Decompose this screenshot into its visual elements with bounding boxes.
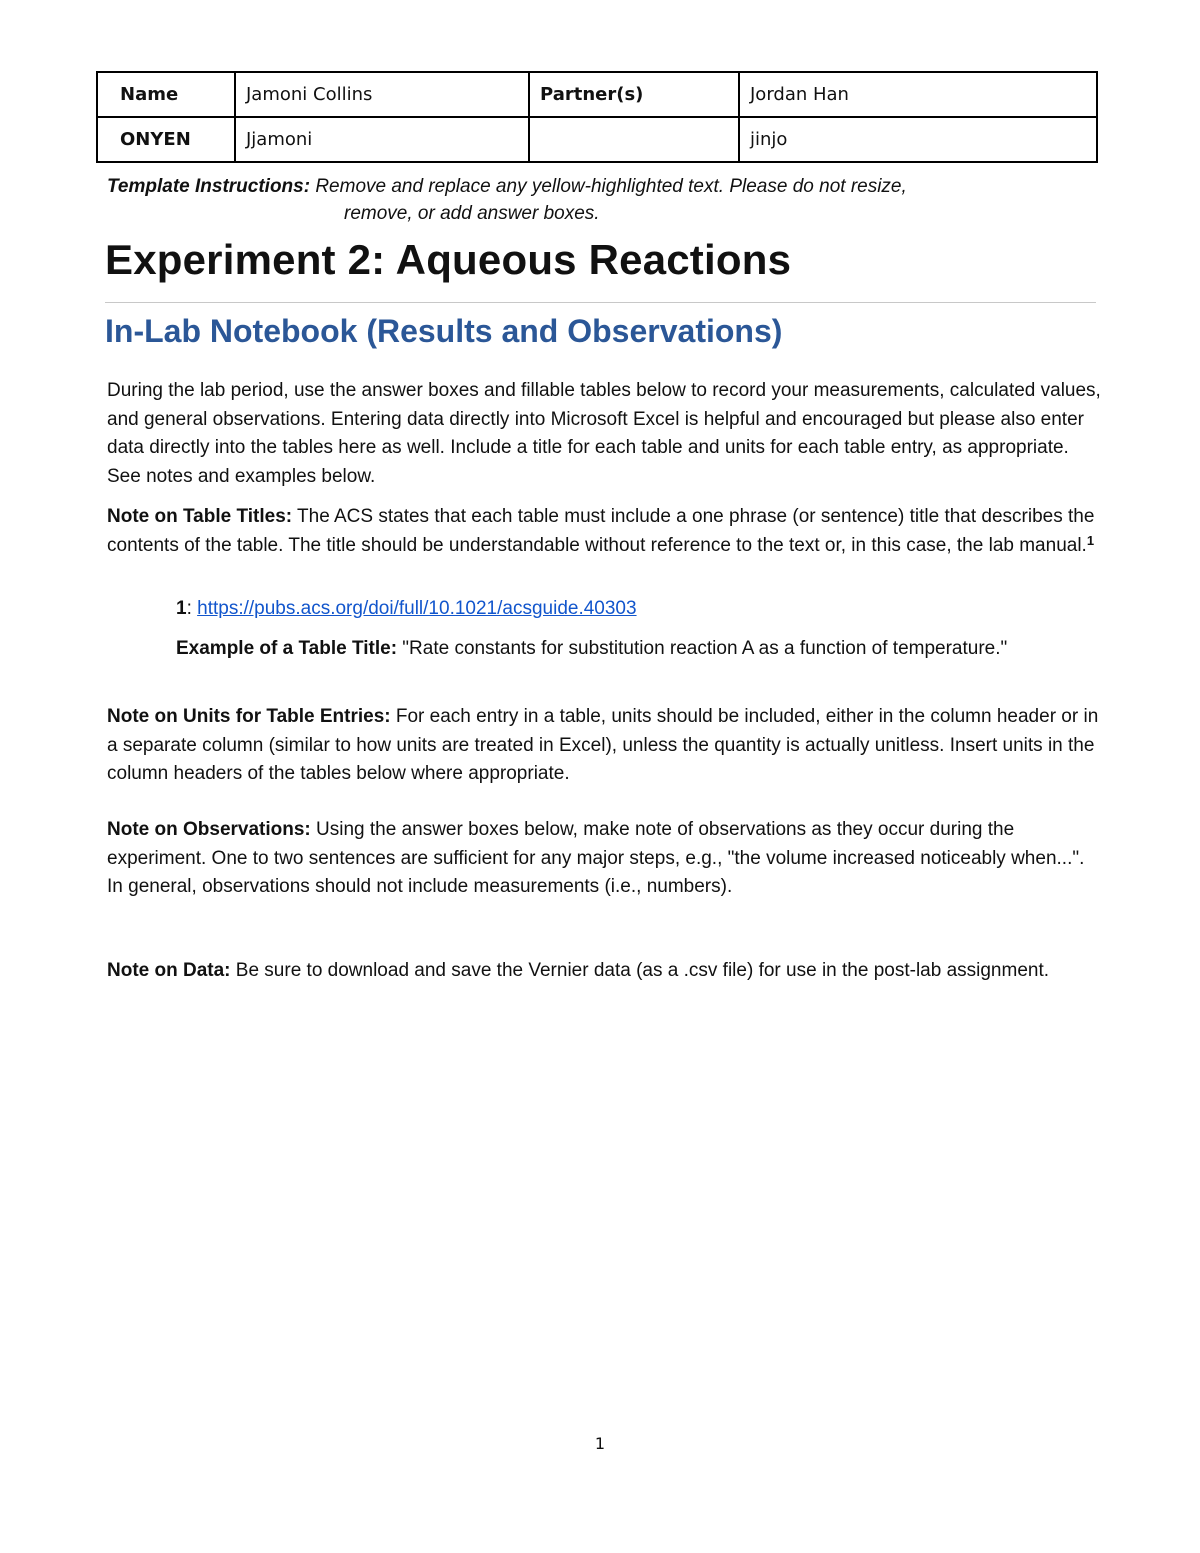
page-title: Experiment 2: Aqueous Reactions [105,236,792,283]
partner-onyen-field[interactable]: jinjo [739,117,1097,162]
instructions-line-2: remove, or add answer boxes. [344,203,600,224]
empty-cell[interactable] [529,117,739,162]
note-table-titles-text: The ACS states that each table must include a one phrase (or sentence) title that describes the contents of the table. The title should be understandable without reference to the text or, in this case, the lab manual. [107,506,1095,556]
footnote-marker: 1 [1086,532,1095,548]
note-table-titles-label: Note on Table Titles: [107,506,293,527]
instructions-label: Template Instructions: [107,176,311,197]
note-table-titles [107,503,1102,560]
footnote-separator: : [186,598,198,619]
onyen-label: ONYEN [97,117,235,162]
note-units-label: Note on Units for Table Entries: [107,706,391,727]
partner-field[interactable]: Jordan Han [739,72,1097,117]
name-field[interactable]: Jamoni Collins [235,72,529,117]
note-data-label: Note on Data: [107,960,231,981]
note-data [107,957,1102,986]
student-info-table [96,71,1098,163]
example-label: Example of a Table Title: [176,638,398,659]
acs-guide-link[interactable]: https://pubs.acs.org/doi/full/10.1021/acsguide.40303 [197,598,637,619]
name-label: Name [97,72,235,117]
intro-paragraph: During the lab period, use the answer boxes and fillable tables below to record your measurements, calculated values, and general observations. Entering data directly into Microsoft Excel is helpful and encouraged but please also enter data directly into the tables here as well. Include a title for each table and units for each table entry, as appropriate. See notes and examples below. [107,380,1101,487]
section-heading: In-Lab Notebook (Results and Observations) [105,313,783,349]
onyen-field[interactable]: Jjamoni [235,117,529,162]
title-divider [105,302,1096,303]
page-number: 1 [594,1434,606,1453]
table-row [97,72,1097,117]
note-data-text: Be sure to download and save the Vernier data (as a .csv file) for use in the post-lab assignment. [230,960,1050,981]
note-observations [107,816,1102,902]
template-instructions [107,173,1087,227]
footnote-number: 1 [176,598,187,619]
note-observations-text: Using the answer boxes below, make note of observations as they occur during the experiment. One to two sentences are sufficient for any major steps, e.g., "the volume increased noticeably when...". In general, observations should not include measurements (i.e., numbers). [107,819,1085,897]
partner-label: Partner(s) [529,72,739,117]
note-units-text: For each entry in a table, units should be included, either in the column header or in a separate column (similar to how units are treated in Excel), unless the quantity is actually unitless. Insert units in the column headers of the tables below where appropriate. [107,706,1099,784]
note-units [107,703,1102,789]
example-table-title [176,634,1056,663]
note-observations-label: Note on Observations: [107,819,311,840]
table-row [97,117,1097,162]
instructions-line-1: Remove and replace any yellow-highlighted text. Please do not resize, [315,176,907,197]
footnote-line [176,594,1056,623]
example-text: "Rate constants for substitution reaction A as a function of temperature." [397,638,1008,659]
